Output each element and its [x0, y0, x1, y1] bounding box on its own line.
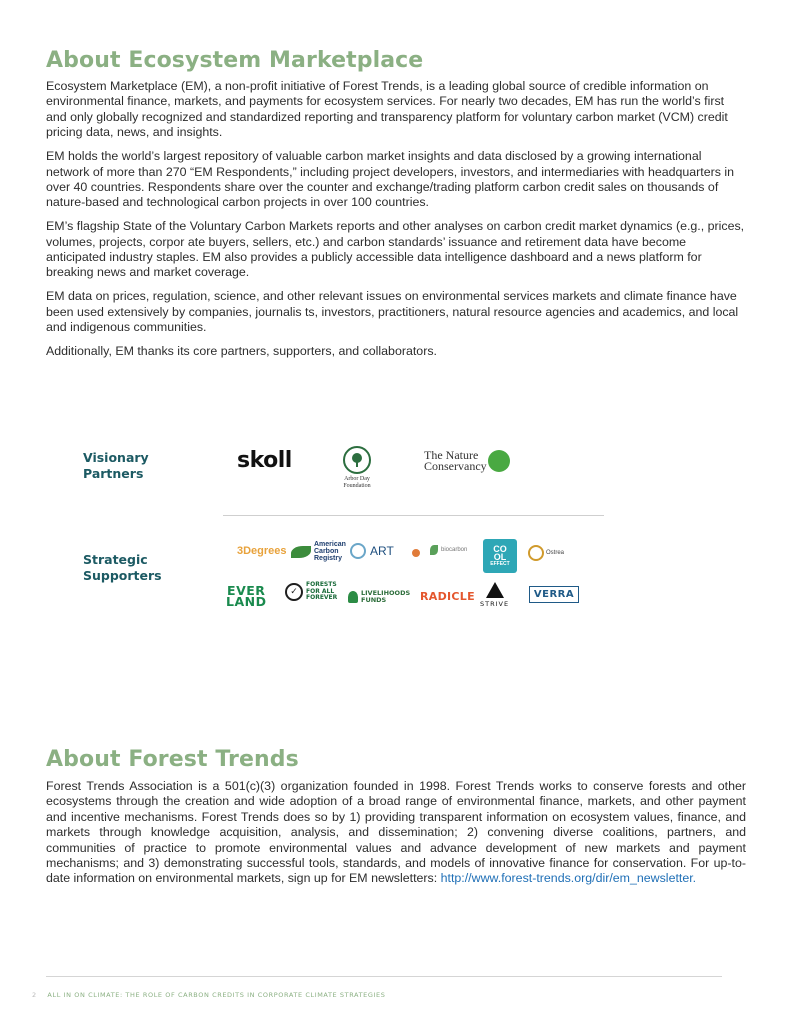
about-em-paragraph: EM data on prices, regulation, science, and other relevant issues on environmental services markets and climate finance have been used extensively by companies, journalis ts, investors, practitioners, natural resource agencies and academics, and local and indigenous communities.: [46, 289, 739, 335]
livelihoods-logo-text: LIVELIHOODS FUNDS: [361, 589, 411, 604]
biocarbon-logo-text: biocarbon: [441, 547, 468, 553]
verra-logo-text: VERRA: [533, 589, 575, 600]
footer: [32, 991, 385, 999]
about-ft-title: About Forest Trends: [46, 747, 299, 772]
about-em-paragraph: EM’s flagship State of the Voluntary Carbon Markets reports and other analyses on carbon credit market dynamics (e.g., prices, volumes, projects, corpor ate buyers, sellers, etc.) and carbon standards’ issuance and retirement data have become anticipated industry staples. EM also provides a publicly accessible data intelligence dashboard and a news platform for breaking news and market coverage.: [46, 219, 745, 280]
radicle-logo-text: RADICLE: [420, 590, 475, 603]
visionary-partners-label: Visionary Partners: [83, 450, 149, 481]
biocarbon-logo: [430, 545, 467, 555]
3degrees-logo-text: 3Degrees: [237, 545, 287, 557]
art-logo-text: ART: [370, 544, 394, 558]
verra-logo: [529, 586, 579, 603]
everland-logo: [226, 585, 266, 607]
about-ft-text: Forest Trends Association is a 501(c)(3) organization founded in 1998. Forest Trends works to conserve forests and other ecosystems through the creation and wide adoption of a broad range of environmental finance, markets, and other payment and incentive mechanisms. Forest Trends does so by 1) providing transparent information on ecosystem values, finance, and markets through knowledge acquisition, analysis, and dissemination; 2) convening diverse coalitions, partners, and communities of practice to promote environmental values and advance development of new markets and payment mechanisms; and 3) demonstrating successful tools, standards, and models of innovative finance for conservation. For up-to-date information on environmental markets, sign up for EM newsletters:: [46, 779, 746, 886]
strive-logo-text: STRIVE: [480, 600, 510, 608]
tree-icon: [348, 591, 358, 603]
cool-logo-line2: OL: [493, 552, 507, 562]
about-ft-body: [46, 779, 746, 895]
leaf-icon: [488, 450, 510, 472]
livelihoods-logo: [348, 590, 411, 603]
leaf-icon: [430, 545, 438, 555]
cool-logo-line3: EFFECT: [490, 561, 510, 567]
triangle-icon: [486, 582, 504, 598]
arbor-day-logo: [340, 446, 374, 489]
nature-conservancy-logo-text: The Nature Conservancy: [424, 448, 487, 473]
nature-conservancy-logo: [424, 450, 510, 472]
radicle-logo: [420, 590, 475, 603]
partners-divider: [223, 515, 604, 516]
small-partner-logo: [410, 548, 422, 558]
leaf-icon: [291, 546, 311, 558]
ostrea-logo-text: Ostrea: [546, 550, 565, 556]
about-em-paragraph: Ecosystem Marketplace (EM), a non-profit initiative of Forest Trends, is a leading global source of credible information on environmental finance, markets, and payments for ecosystem services. For nearly two decades, EM has run the world’s first and only globally recognized and standardized reporting and transparency platform for voluntary carbon market (VCM) credit pricing data, news, and insights.: [46, 79, 728, 140]
footer-rule: [46, 976, 722, 977]
about-ft-paragraph: [46, 779, 746, 887]
about-em-body: [46, 79, 746, 368]
dot-icon: [412, 549, 420, 557]
globe-icon: [350, 543, 366, 559]
skoll-logo: [237, 448, 292, 473]
page-number: 2: [32, 991, 37, 999]
cool-logo-line1: CO: [493, 544, 507, 554]
about-em-title: About Ecosystem Marketplace: [46, 48, 424, 73]
ostrea-logo: [528, 545, 564, 561]
strive-logo: [480, 582, 509, 608]
footer-text: ALL IN ON CLIMATE: THE ROLE OF CARBON CREDITS IN CORPORATE CLIMATE STRATEGIES: [47, 991, 386, 999]
newsletter-link[interactable]: http://www.forest-trends.org/dir/em_newsletter.: [440, 871, 697, 886]
cool-effect-logo: [483, 539, 517, 573]
skoll-logo-text: skoll: [237, 448, 292, 473]
american-carbon-registry-logo: [291, 541, 344, 562]
tree-icon: [343, 446, 371, 474]
art-logo: [350, 543, 394, 559]
fsc-tree-icon: ✓: [285, 583, 303, 601]
fsc-forests-text: FORESTS FOR ALL FOREVER: [306, 581, 338, 601]
circle-icon: [528, 545, 544, 561]
everland-logo-line1: EVER: [227, 583, 266, 598]
strategic-supporters-label: Strategic Supporters: [83, 552, 162, 583]
fsc-logo: [285, 582, 336, 602]
about-em-paragraph: EM holds the world’s largest repository of valuable carbon market insights and data disclosed by a growing international network of more than 270 “EM Respondents,” including project developers, investors, and intermediaries with headquarters in over 40 countries. Respondents share over the counter and exchange/trading platform carbon credit sales on thousands of nature-based and technological carbon projects in over 100 countries.: [46, 149, 735, 210]
everland-logo-line2: LAND: [226, 594, 267, 609]
arbor-day-logo-text: Arbor Day Foundation: [343, 476, 371, 489]
acr-logo-text: American Carbon Registry: [314, 541, 346, 562]
3degrees-logo: [237, 545, 287, 557]
about-em-paragraph: Additionally, EM thanks its core partners, supporters, and collaborators.: [46, 344, 437, 359]
